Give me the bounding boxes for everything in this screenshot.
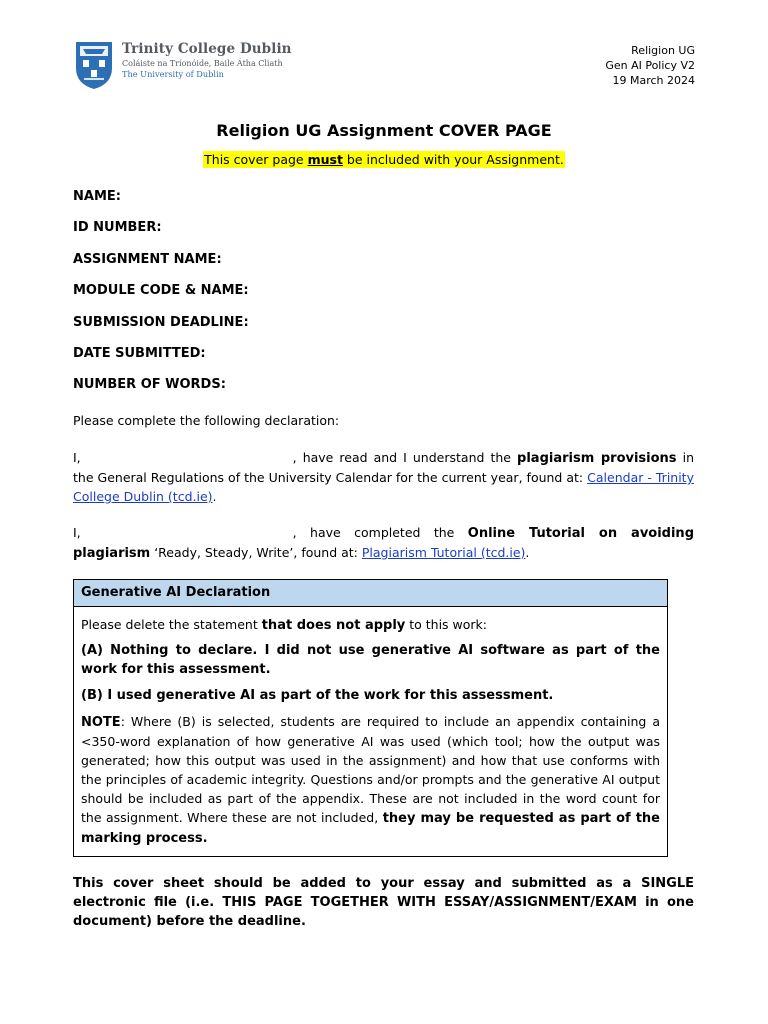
ai-instruction-bold: that does not apply xyxy=(261,618,406,633)
logo-subtitle-english: The University of Dublin xyxy=(122,69,224,79)
decl2-strong: Online Tutorial on avoiding plagiarism xyxy=(73,526,694,561)
decl2-mid: , have completed the xyxy=(292,525,468,540)
page-title: Religion UG Assignment COVER PAGE xyxy=(216,121,552,140)
tcd-crest-icon xyxy=(74,40,114,90)
field-module-code: MODULE CODE & NAME: xyxy=(73,283,249,299)
notice-before: This cover page xyxy=(204,152,308,167)
ai-declaration-box xyxy=(73,579,668,857)
closing-instruction: This cover sheet should be added to your essay and submitted as a SINGLE electronic file (i.e. THIS PAGE TOGETHER WITH ESSAY/ASSIGNMENT/EXAM in one document) before the deadline. xyxy=(73,876,694,929)
plagiarism-tutorial-link[interactable]: Plagiarism Tutorial (tcd.ie) xyxy=(361,545,526,560)
info-fields xyxy=(73,188,249,408)
ai-note-text: : Where (B) is selected, students are required to include an appendix containing a <350-word explanation of how generative AI was used (which tool; how the output was generated; how this output was used in the assignment) and how that use conforms with the principles of academic integrity. Questions and/or prompts and the generative AI output should be included as part of the appendix. These are not included in the word count for the assignment. Where these are not included, xyxy=(81,714,660,825)
ai-box-heading: Generative AI Declaration xyxy=(74,580,667,607)
tcd-logo xyxy=(74,40,292,90)
decl2-start: I, xyxy=(73,525,81,540)
decl2-tail: . xyxy=(525,545,530,560)
plagiarism-declaration xyxy=(73,448,694,506)
calendar-link[interactable]: Calendar - Trinity College Dublin (tcd.ie) xyxy=(73,470,694,504)
notice-line xyxy=(0,152,768,167)
declaration-prompt: Please complete the following declaration: xyxy=(73,413,340,428)
ai-instruction xyxy=(81,615,660,635)
header-department: Religion UG xyxy=(631,44,695,57)
field-id-number: ID NUMBER: xyxy=(73,220,162,236)
ai-option-a[interactable]: (A) Nothing to declare. I did not use generative AI software as part of the work for this assessment. xyxy=(81,643,660,677)
notice-highlight xyxy=(203,151,565,168)
ai-option-b[interactable]: (B) I used generative AI as part of the work for this assessment. xyxy=(81,688,554,703)
decl1-end: in the General Regulations of the University Calendar for the current year, found at: xyxy=(73,450,694,485)
decl1-start: I, xyxy=(73,450,81,465)
decl1-strong: plagiarism provisions xyxy=(517,451,677,466)
decl1-tail: . xyxy=(212,489,217,504)
ai-box-body xyxy=(74,607,667,848)
field-name: NAME: xyxy=(73,189,121,204)
tutorial-declaration xyxy=(73,523,694,563)
field-submission-deadline: SUBMISSION DEADLINE: xyxy=(73,314,249,330)
notice-after: be included with your Assignment. xyxy=(342,152,564,167)
header-date: 19 March 2024 xyxy=(612,74,695,87)
header-policy: Gen AI Policy V2 xyxy=(605,59,695,72)
field-assignment-name: ASSIGNMENT NAME: xyxy=(73,251,222,267)
field-number-of-words: NUMBER OF WORDS: xyxy=(73,377,226,393)
ai-note-bold: they may be requested as part of the marking process. xyxy=(81,811,660,846)
ai-note-label: NOTE xyxy=(81,715,121,730)
logo-title: Trinity College Dublin xyxy=(122,41,292,57)
field-date-submitted: DATE SUBMITTED: xyxy=(73,345,206,361)
notice-emphasis: must xyxy=(307,152,343,167)
decl2-end: ‘Ready, Steady, Write’, found at: xyxy=(150,545,362,560)
logo-subtitle-irish: Coláiste na Tríonóide, Baile Átha Cliath xyxy=(122,59,283,68)
header-meta xyxy=(605,43,695,88)
ai-note xyxy=(81,712,660,848)
ai-instruction-after: to this work: xyxy=(405,617,488,632)
decl1-mid: , have read and I understand the xyxy=(292,450,518,465)
ai-instruction-before: Please delete the statement xyxy=(81,617,262,632)
